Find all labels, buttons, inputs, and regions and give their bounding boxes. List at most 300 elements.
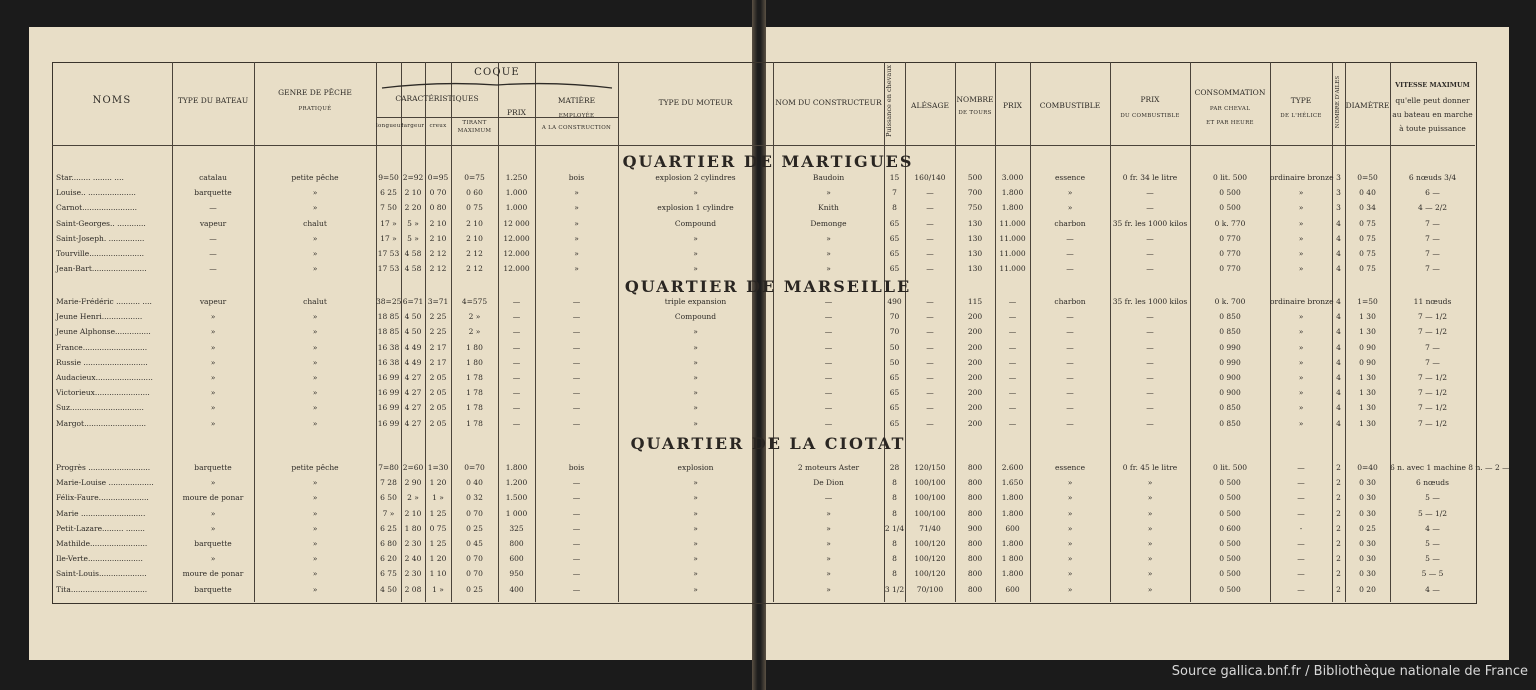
- table-cell: —: [1066, 264, 1074, 274]
- table-cell: explosion 2 cylindres: [655, 173, 736, 182]
- table-cell: 0 850: [1219, 418, 1241, 428]
- table-cell: 0 500: [1219, 539, 1241, 548]
- table-cell: ordinaire bronze: [1270, 297, 1334, 306]
- table-row: [52, 309, 1475, 324]
- table-cell: 16 99: [377, 418, 400, 428]
- table-cell: 7 — 1/2: [1417, 418, 1448, 428]
- table-cell: 1 30: [1359, 327, 1376, 337]
- table-cell: 65: [889, 418, 900, 428]
- table-cell: 2 08: [404, 584, 422, 594]
- coque-brace: [380, 80, 614, 90]
- table-cell: »: [1298, 388, 1304, 398]
- table-cell: —: [1146, 342, 1154, 352]
- table-cell: 5 »: [407, 218, 419, 228]
- table-cell: explosion 1 cylindre: [657, 203, 734, 213]
- table-cell: 4: [1336, 373, 1341, 382]
- table-cell: »: [574, 203, 579, 213]
- table-cell: 1 30: [1359, 373, 1376, 382]
- table-cell: »: [826, 523, 831, 533]
- boat-name-cell: Victorieux.......................: [56, 388, 150, 398]
- table-cell: 4: [1336, 312, 1341, 322]
- table-cell: petite pêche: [291, 463, 339, 472]
- table-cell: »: [210, 418, 216, 428]
- table-cell: 800: [967, 478, 983, 488]
- table-cell: 100/100: [914, 493, 946, 503]
- table-cell: »: [210, 373, 216, 382]
- table-cell: 115: [967, 297, 983, 306]
- table-cell: 50: [889, 342, 900, 352]
- table-cell: 0=50: [1357, 173, 1378, 182]
- table-cell: »: [1147, 478, 1153, 488]
- table-cell: 325: [509, 523, 524, 533]
- table-cell: —: [512, 312, 521, 322]
- table-cell: 65: [889, 388, 900, 398]
- boat-name-cell: Tita................................: [56, 584, 148, 594]
- table-cell: »: [312, 312, 318, 322]
- table-cell: 38=25: [376, 297, 402, 306]
- table-cell: 2 05: [429, 418, 447, 428]
- table-cell: 3: [1336, 173, 1341, 182]
- table-cell: 2 05: [429, 373, 447, 382]
- table-cell: »: [574, 218, 579, 228]
- table-cell: »: [693, 327, 698, 337]
- header-de-tours: DE TOURS: [958, 110, 992, 116]
- table-cell: 70/100: [916, 584, 944, 594]
- table-cell: charbon: [1054, 297, 1086, 306]
- table-cell: —: [1146, 357, 1154, 367]
- boat-name-cell: Jeune Henri.................: [56, 312, 143, 322]
- header-vitesse-sub3: à toute puissance: [1399, 124, 1466, 133]
- table-cell: »: [1298, 264, 1304, 274]
- table-cell: »: [312, 523, 318, 533]
- table-cell: 130: [967, 264, 983, 274]
- table-cell: —: [512, 373, 521, 382]
- header-type-helice-sub: DE L'HÉLICE: [1280, 113, 1322, 119]
- table-cell: —: [1066, 403, 1074, 413]
- header-prix: PRIX: [507, 108, 526, 117]
- table-cell: »: [1298, 342, 1304, 352]
- table-row: [52, 216, 1475, 231]
- table-cell: »: [1298, 357, 1304, 367]
- table-cell: 8: [892, 508, 897, 518]
- table-cell: 18 85: [377, 327, 400, 337]
- table-cell: —: [512, 388, 521, 398]
- table-cell: 0 20: [1359, 584, 1376, 594]
- table-cell: 1 »: [432, 493, 444, 503]
- table-cell: —: [1066, 249, 1074, 258]
- table-cell: 0 770: [1219, 249, 1241, 258]
- table-cell: 1.250: [505, 173, 528, 182]
- table-cell: —: [1146, 373, 1154, 382]
- table-cell: 0 fr. 34 le litre: [1122, 173, 1178, 182]
- table-row: [52, 231, 1475, 246]
- table-cell: 1 80: [466, 357, 483, 367]
- table-cell: 0 500: [1219, 584, 1241, 594]
- table-cell: »: [1067, 523, 1073, 533]
- table-cell: 11.000: [999, 249, 1026, 258]
- header-tirant-sub: MAXIMUM: [457, 128, 492, 134]
- table-cell: 2 25: [429, 312, 447, 322]
- table-cell: »: [574, 264, 579, 274]
- table-cell: 0 770: [1219, 264, 1241, 274]
- table-cell: »: [1298, 203, 1304, 213]
- table-cell: »: [312, 342, 318, 352]
- table-cell: 11.000: [999, 218, 1026, 228]
- table-cell: 5 — 1/2: [1417, 508, 1448, 518]
- table-cell: 200: [967, 403, 983, 413]
- table-cell: 2 05: [429, 403, 447, 413]
- table-cell: »: [826, 264, 831, 274]
- table-cell: 1 30: [1359, 312, 1376, 322]
- table-cell: 4: [1336, 297, 1341, 306]
- table-cell: 2: [1336, 493, 1341, 503]
- table-cell: —: [572, 539, 581, 548]
- table-cell: 950: [509, 569, 524, 579]
- table-row: [52, 536, 1475, 551]
- table-cell: 12.000: [503, 249, 530, 258]
- table-row: [52, 400, 1475, 415]
- table-cell: —: [824, 388, 833, 398]
- table-cell: —: [926, 357, 934, 367]
- header-vitesse-sub1: qu'elle peut donner: [1395, 96, 1470, 105]
- table-cell: 100/100: [914, 508, 946, 518]
- table-cell: 900: [967, 523, 983, 533]
- table-cell: —: [512, 327, 521, 337]
- table-cell: 800: [967, 508, 983, 518]
- table-cell: 4 50: [380, 584, 397, 594]
- table-cell: »: [693, 508, 698, 518]
- header-combustible: COMBUSTIBLE: [1039, 101, 1101, 110]
- table-cell: 800: [967, 554, 983, 564]
- table-cell: »: [826, 188, 831, 198]
- table-cell: 2 25: [429, 327, 447, 337]
- table-cell: »: [1067, 478, 1073, 488]
- table-cell: bois: [568, 173, 585, 182]
- table-row: [52, 490, 1475, 505]
- table-cell: 600: [1005, 523, 1020, 533]
- boat-name-cell: Jean-Bart.......................: [56, 264, 147, 274]
- table-cell: —: [1008, 327, 1017, 337]
- table-cell: 0 lit. 500: [1212, 463, 1248, 472]
- boat-name-cell: Suz...............................: [56, 403, 144, 413]
- table-cell: 0 40: [1359, 188, 1376, 198]
- table-cell: —: [1066, 312, 1074, 322]
- table-cell: essence: [1054, 173, 1086, 182]
- table-cell: »: [312, 508, 318, 518]
- table-cell: »: [210, 508, 216, 518]
- table-cell: 200: [967, 357, 983, 367]
- boat-name-cell: Saint-Joseph. ...............: [56, 233, 145, 243]
- table-cell: 0 70: [466, 508, 483, 518]
- header-constructeur: NOM DU CONSTRUCTEUR: [775, 98, 882, 107]
- table-cell: vapeur: [199, 218, 227, 228]
- table-row: [52, 385, 1475, 400]
- table-cell: 0 500: [1219, 569, 1241, 579]
- table-cell: —: [926, 342, 934, 352]
- table-cell: »: [312, 478, 318, 488]
- table-cell: —: [926, 418, 934, 428]
- table-cell: 15: [889, 173, 900, 182]
- table-cell: —: [572, 373, 581, 382]
- table-cell: —: [1146, 203, 1154, 213]
- table-cell: 4: [1336, 233, 1341, 243]
- table-cell: petite pêche: [291, 173, 339, 182]
- table-cell: —: [1146, 403, 1154, 413]
- table-cell: 8: [892, 569, 897, 579]
- table-cell: »: [826, 554, 831, 564]
- table-cell: 16 99: [377, 388, 400, 398]
- table-cell: 70: [889, 312, 900, 322]
- table-cell: 2: [1336, 523, 1341, 533]
- table-cell: 7 28: [380, 478, 397, 488]
- table-cell: —: [1297, 463, 1305, 472]
- table-cell: »: [312, 418, 318, 428]
- table-cell: 2 »: [468, 327, 481, 337]
- table-cell: —: [824, 312, 833, 322]
- header-nombre-ailes: NOMBRE D'AILES: [1335, 75, 1341, 129]
- table-cell: 0 75: [429, 523, 447, 533]
- table-cell: —: [1297, 584, 1305, 594]
- table-cell: 0 600: [1219, 523, 1241, 533]
- table-cell: 7 50: [380, 203, 397, 213]
- table-cell: »: [826, 249, 831, 258]
- table-cell: 200: [967, 327, 983, 337]
- table-cell: —: [572, 357, 581, 367]
- table-cell: 17 53: [377, 264, 400, 274]
- table-cell: 6 25: [380, 188, 397, 198]
- table-cell: 50: [889, 357, 900, 367]
- table-cell: catalau: [199, 173, 227, 182]
- table-cell: »: [312, 569, 318, 579]
- table-cell: 4: [1336, 249, 1341, 258]
- table-cell: 0 32: [466, 493, 483, 503]
- table-cell: »: [693, 233, 698, 243]
- table-cell: 1.500: [505, 493, 528, 503]
- table-cell: 2 12: [466, 264, 483, 274]
- table-cell: 65: [889, 264, 900, 274]
- table-cell: 500: [967, 173, 983, 182]
- table-cell: 0 25: [1359, 523, 1376, 533]
- table-cell: —: [572, 584, 581, 594]
- table-cell: 7 —: [1425, 249, 1440, 258]
- boat-name-cell: Jeune Alphonse...............: [56, 327, 151, 337]
- table-cell: 11.000: [999, 233, 1026, 243]
- table-cell: 1 30: [1359, 418, 1376, 428]
- table-cell: 2 30: [404, 569, 422, 579]
- table-cell: 130: [967, 218, 983, 228]
- table-cell: »: [693, 584, 698, 594]
- table-cell: 71/40: [919, 523, 941, 533]
- table-cell: 0=75: [464, 173, 485, 182]
- table-cell: barquette: [194, 539, 232, 548]
- table-cell: 1 30: [1359, 388, 1376, 398]
- table-cell: »: [693, 418, 698, 428]
- table-cell: —: [1066, 342, 1074, 352]
- table-cell: 0 80: [429, 203, 447, 213]
- section-title-marseille: QUARTIER DE MARSEILLE: [624, 277, 912, 296]
- table-cell: 4: [1336, 403, 1341, 413]
- table-cell: —: [824, 403, 833, 413]
- table-cell: 2 20: [404, 203, 422, 213]
- table-cell: —: [1008, 403, 1017, 413]
- table-cell: 0 30: [1359, 478, 1376, 488]
- table-cell: 120/150: [914, 463, 946, 472]
- table-cell: —: [1066, 233, 1074, 243]
- table-cell: 400: [509, 584, 524, 594]
- table-cell: -: [1299, 523, 1303, 533]
- table-cell: —: [1297, 569, 1305, 579]
- table-cell: —: [209, 249, 217, 258]
- header-prix-moteur: PRIX: [1003, 101, 1022, 110]
- table-cell: »: [693, 357, 698, 367]
- table-cell: 6 50: [380, 493, 397, 503]
- table-cell: —: [572, 342, 581, 352]
- table-cell: 2 »: [468, 312, 481, 322]
- boat-name-cell: Louise.. ....................: [56, 188, 136, 198]
- table-cell: —: [824, 297, 833, 306]
- table-cell: bois: [568, 463, 585, 472]
- table-cell: moure de ponar: [182, 493, 244, 503]
- table-cell: 600: [509, 554, 524, 564]
- table-cell: 4: [1336, 218, 1341, 228]
- table-cell: 2 90: [404, 478, 422, 488]
- table-cell: 0 500: [1219, 493, 1241, 503]
- table-cell: 1 20: [429, 478, 447, 488]
- table-cell: 0 k. 770: [1214, 218, 1246, 228]
- table-cell: 1.800: [1001, 539, 1024, 548]
- table-cell: 1.800: [505, 463, 528, 472]
- table-cell: —: [1146, 233, 1154, 243]
- table-cell: barquette: [194, 188, 232, 198]
- table-cell: 4 58: [404, 264, 422, 274]
- header-consommation-sub2: ET PAR HEURE: [1206, 120, 1254, 126]
- table-cell: —: [572, 418, 581, 428]
- table-cell: »: [1298, 249, 1304, 258]
- table-cell: 0=40: [1357, 463, 1378, 472]
- table-cell: 4: [1336, 327, 1341, 337]
- table-cell: —: [572, 478, 581, 488]
- table-cell: 6 25: [380, 523, 397, 533]
- header-prix-combustible-sub: DU COMBUSTIBLE: [1120, 113, 1180, 119]
- table-cell: 0=70: [464, 463, 485, 472]
- table-cell: 0 34: [1359, 203, 1376, 213]
- table-cell: 0 75: [466, 203, 483, 213]
- table-cell: 2: [1336, 569, 1341, 579]
- table-cell: Compound: [674, 312, 717, 322]
- table-cell: —: [1066, 388, 1074, 398]
- header-genre-peche: GENRE DE PÊCHE: [278, 88, 352, 97]
- table-cell: 0 45: [466, 539, 483, 548]
- table-cell: 2 10: [466, 218, 483, 228]
- table-cell: »: [1147, 508, 1153, 518]
- table-cell: barquette: [194, 584, 232, 594]
- table-cell: 8: [892, 493, 897, 503]
- table-cell: »: [312, 249, 318, 258]
- table-cell: »: [210, 357, 216, 367]
- table-cell: 4 —: [1425, 523, 1440, 533]
- table-cell: 6 80: [380, 539, 397, 548]
- header-caracteristiques: CARACTÉRISTIQUES: [395, 94, 479, 103]
- table-row: [52, 185, 1475, 200]
- header-largeur: largeur: [401, 123, 425, 129]
- table-cell: 6 —: [1425, 188, 1440, 198]
- table-cell: 7 — 1/2: [1417, 403, 1448, 413]
- table-cell: »: [693, 388, 698, 398]
- table-cell: 2 10: [404, 188, 422, 198]
- table-cell: »: [1298, 233, 1304, 243]
- table-cell: »: [826, 508, 831, 518]
- table-cell: charbon: [1054, 218, 1086, 228]
- table-cell: 1.650: [1001, 478, 1024, 488]
- table-cell: »: [210, 312, 216, 322]
- table-cell: »: [826, 539, 831, 548]
- table-cell: »: [312, 264, 318, 274]
- table-cell: 1 78: [466, 418, 483, 428]
- table-cell: 4 27: [404, 388, 422, 398]
- table-cell: »: [1147, 569, 1153, 579]
- table-cell: 0 500: [1219, 508, 1241, 518]
- table-cell: 6 nœuds: [1416, 478, 1449, 488]
- header-type-helice: TYPE: [1290, 96, 1312, 105]
- table-cell: »: [693, 539, 698, 548]
- table-cell: »: [693, 373, 698, 382]
- table-cell: —: [572, 569, 581, 579]
- table-cell: 7=80: [378, 463, 399, 472]
- table-cell: »: [574, 249, 579, 258]
- boat-name-cell: Mathilde........................: [56, 539, 148, 548]
- table-cell: »: [1067, 203, 1073, 213]
- table-cell: —: [1297, 539, 1305, 548]
- table-cell: 200: [967, 342, 983, 352]
- header-genre-peche-sub: PRATIQUÉ: [298, 106, 332, 112]
- table-cell: 0 30: [1359, 569, 1376, 579]
- table-cell: 2: [1336, 554, 1341, 564]
- table-cell: 4: [1336, 388, 1341, 398]
- table-cell: »: [1067, 188, 1073, 198]
- table-cell: 35 fr. les 1000 kilos: [1112, 297, 1188, 306]
- table-cell: —: [512, 418, 521, 428]
- table-row: [52, 355, 1475, 370]
- table-cell: 4 27: [404, 403, 422, 413]
- table-cell: 11 nœuds: [1413, 297, 1452, 306]
- table-cell: triple expansion: [664, 297, 727, 306]
- table-cell: vapeur: [199, 297, 227, 306]
- table-cell: »: [312, 327, 318, 337]
- table-cell: »: [693, 493, 698, 503]
- table-cell: 16 38: [377, 357, 400, 367]
- header-matiere: MATIÈRE: [557, 96, 596, 105]
- table-cell: 800: [509, 539, 524, 548]
- table-cell: —: [1008, 388, 1017, 398]
- table-cell: 12.000: [503, 233, 530, 243]
- table-cell: —: [572, 403, 581, 413]
- table-cell: —: [926, 203, 934, 213]
- table-cell: —: [1008, 357, 1017, 367]
- table-cell: 1 10: [429, 569, 447, 579]
- table-cell: »: [210, 523, 216, 533]
- table-cell: »: [1067, 493, 1073, 503]
- table-cell: »: [693, 264, 698, 274]
- table-cell: 0 900: [1219, 373, 1241, 382]
- table-cell: 4 50: [404, 312, 422, 322]
- table-cell: —: [1066, 373, 1074, 382]
- table-cell: »: [312, 388, 318, 398]
- table-cell: 130: [967, 249, 983, 258]
- table-cell: 35 fr. les 1000 kilos: [1112, 218, 1188, 228]
- table-cell: 65: [889, 218, 900, 228]
- table-cell: explosion: [677, 463, 714, 472]
- table-cell: 0 70: [429, 188, 447, 198]
